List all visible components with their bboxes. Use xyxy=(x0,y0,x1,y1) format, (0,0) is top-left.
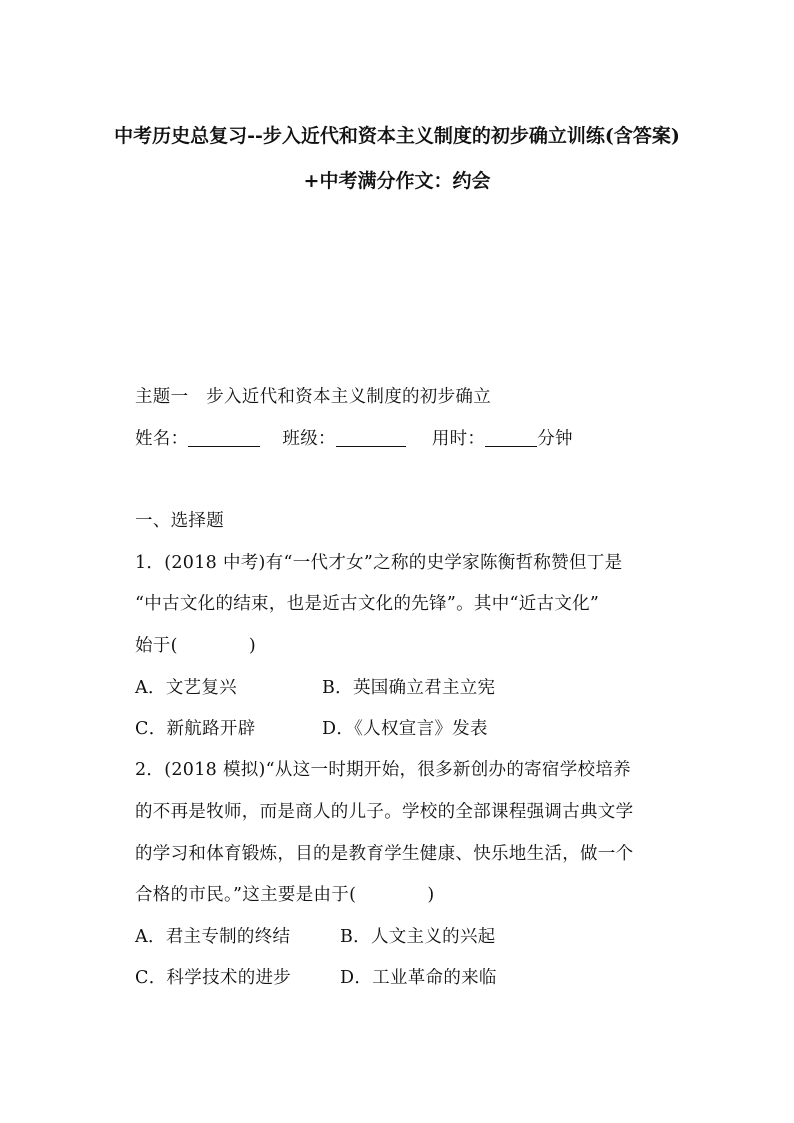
question-1-option-b: B．英国确立君主立宪 xyxy=(322,678,496,698)
question-2-option-a: A．君主专制的终结 xyxy=(135,927,291,947)
question-1-line-1: 1．(2018 中考)有“一代才女”之称的史学家陈衡哲称赞但丁是 xyxy=(135,553,623,573)
question-2-line-3: 的学习和体育锻炼，目的是教育学生健康、快乐地生活，做一个 xyxy=(135,844,634,864)
time-label: 用时： xyxy=(431,429,486,449)
question-1-option-d: D．《人权宣言》发表 xyxy=(322,719,488,739)
time-blank[interactable] xyxy=(485,429,537,447)
question-2-option-d: D．工业革命的来临 xyxy=(340,968,497,988)
question-2-line-2: 的不再是牧师，而是商人的儿子。学校的全部课程强调古典文学 xyxy=(135,802,634,822)
question-1-line-2: “中古文化的结束，也是近古文化的先锋”。其中“近古文化” xyxy=(135,594,600,614)
question-1-line-3: 始于( ) xyxy=(135,636,257,656)
question-2-line-1: 2．(2018 模拟)“从这一时期开始，很多新创办的寄宿学校培养 xyxy=(135,760,631,780)
question-1-option-c: C．新航路开辟 xyxy=(135,719,256,739)
section-heading: 一、选择题 xyxy=(135,511,224,531)
class-label: 班级： xyxy=(282,429,336,449)
question-2-line-4: 合格的市民。”这主要是由于( ) xyxy=(135,885,435,905)
name-blank[interactable] xyxy=(188,429,260,447)
student-info-row xyxy=(135,425,573,450)
question-2-option-c: C．科学技术的进步 xyxy=(135,968,292,988)
class-blank[interactable] xyxy=(336,429,406,447)
question-1-option-a: A．文艺复兴 xyxy=(135,678,237,698)
time-unit: 分钟 xyxy=(537,429,573,449)
question-2-option-b: B．人文主义的兴起 xyxy=(340,927,496,947)
document-title-line-2: +中考满分作文：约会 xyxy=(303,170,491,192)
name-label: 姓名： xyxy=(135,429,189,449)
document-title-line-1: 中考历史总复习--步入近代和资本主义制度的初步确立训练(含答案) xyxy=(114,125,680,147)
topic-heading: 主题一 步入近代和资本主义制度的初步确立 xyxy=(135,387,491,407)
